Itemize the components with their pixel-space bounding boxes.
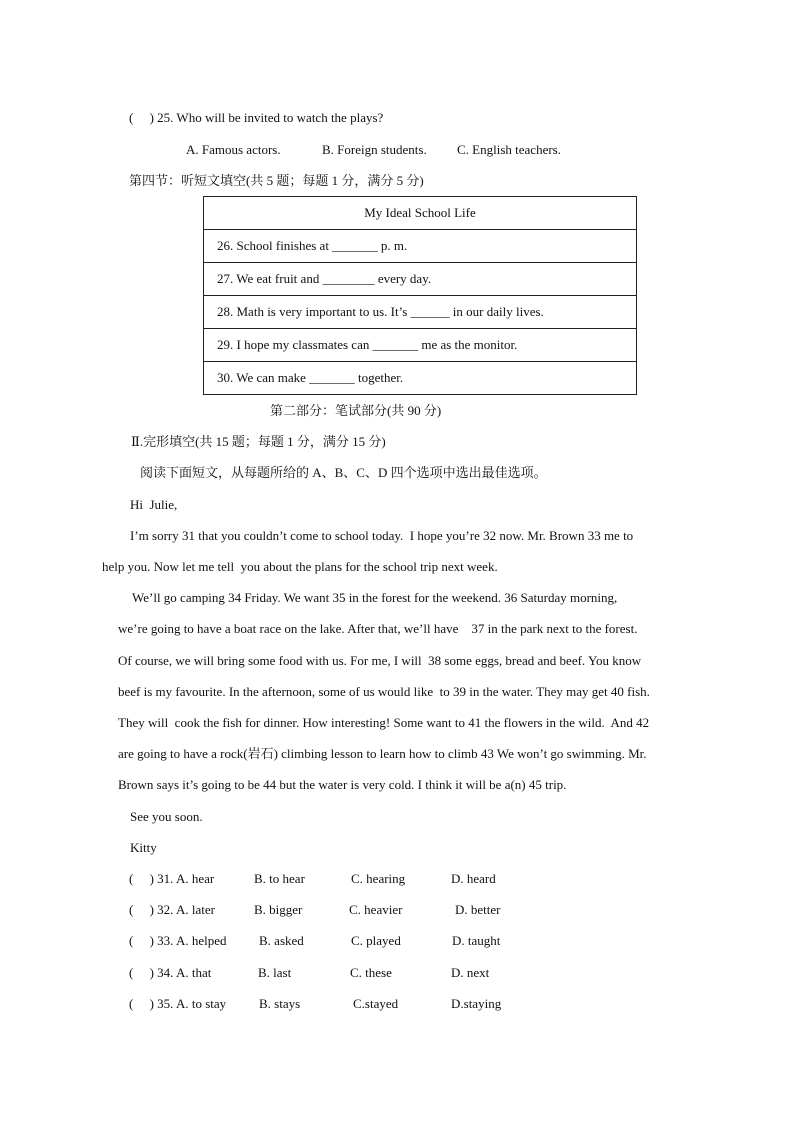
- question-34-option-b: B. last: [258, 965, 292, 980]
- letter-line: Brown says it’s going to be 44 but the water is very cold. I think it will be a(n) 45 trip.: [118, 777, 567, 792]
- instruction-text: 阅读下面短文，从每题所给的 A、B、C、D 四个选项中选出最佳选项。: [140, 465, 547, 480]
- question-31-stem: ( ) 31. A. hear: [129, 871, 215, 886]
- question-32-option-d: D. better: [455, 902, 501, 917]
- question-32-stem: ( ) 32. A. later: [129, 902, 215, 917]
- question-35-option-c: C.stayed: [353, 996, 399, 1011]
- question-31-option-b: B. to hear: [254, 871, 305, 886]
- question-35-option-b: B. stays: [259, 996, 301, 1011]
- letter-line: They will cook the fish for dinner. How interesting! Some want to 41 the flowers in the wild. And 42: [118, 715, 650, 730]
- question-33-option-c: C. played: [351, 933, 401, 948]
- table-cell-30: 30. We can make _______ together.: [204, 362, 637, 395]
- question-25-option-c: C. English teachers.: [457, 142, 561, 157]
- letter-line: we’re going to have a boat race on the lake. After that, we’ll have 37 in the park next to the forest.: [118, 621, 638, 636]
- table-row: [204, 296, 637, 329]
- question-34-option-c: C. these: [350, 965, 392, 980]
- table-row: [204, 362, 637, 395]
- section-4-heading: 第四节：听短文填空(共 5 题；每题 1 分，满分 5 分): [129, 173, 424, 188]
- table-row: [204, 263, 637, 296]
- part-2-heading: 第二部分：笔试部分(共 90 分): [270, 403, 442, 418]
- table-cell-29: 29. I hope my classmates can _______ me as the monitor.: [204, 329, 637, 362]
- question-34-stem: ( ) 34. A. that: [129, 965, 212, 980]
- letter-greeting: Hi Julie,: [130, 497, 178, 512]
- listening-fill-table: [203, 196, 637, 395]
- letter-line: help you. Now let me tell you about the plans for the school trip next week.: [102, 559, 498, 574]
- question-25-option-a: A. Famous actors.: [186, 142, 281, 157]
- question-33-option-d: D. taught: [452, 933, 501, 948]
- letter-line: I’m sorry 31 that you couldn’t come to school today. I hope you’re 32 now. Mr. Brown 33 me to: [130, 528, 634, 543]
- section-ii-heading: Ⅱ.完形填空(共 15 题；每题 1 分，满分 15 分): [131, 434, 386, 449]
- letter-closing: See you soon.: [130, 809, 203, 824]
- letter-signature: Kitty: [130, 840, 157, 855]
- question-33-stem: ( ) 33. A. helped: [129, 933, 227, 948]
- question-31-option-d: D. heard: [451, 871, 496, 886]
- question-32-option-b: B. bigger: [254, 902, 303, 917]
- letter-line: We’ll go camping 34 Friday. We want 35 in the forest for the weekend. 36 Saturday morning,: [132, 590, 618, 605]
- question-34-option-d: D. next: [451, 965, 490, 980]
- table-row: [204, 197, 637, 230]
- question-31-option-c: C. hearing: [351, 871, 406, 886]
- table-title: My Ideal School Life: [204, 197, 637, 230]
- letter-line: beef is my favourite. In the afternoon, some of us would like to 39 in the water. They may get 40 fish.: [118, 684, 650, 699]
- table-cell-27: 27. We eat fruit and ________ every day.: [204, 263, 637, 296]
- letter-line: Of course, we will bring some food with us. For me, I will 38 some eggs, bread and beef. You know: [118, 653, 642, 668]
- question-32-option-c: C. heavier: [349, 902, 403, 917]
- table-cell-28: 28. Math is very important to us. It’s ______ in our daily lives.: [204, 296, 637, 329]
- question-33-option-b: B. asked: [259, 933, 304, 948]
- letter-line: are going to have a rock(岩石) climbing lesson to learn how to climb 43 We won’t go swimming. Mr.: [118, 746, 647, 761]
- table-row: [204, 329, 637, 362]
- question-35-option-d: D.staying: [451, 996, 502, 1011]
- table-cell-26: 26. School finishes at _______ p. m.: [204, 230, 637, 263]
- table-row: [204, 230, 637, 263]
- question-25-option-b: B. Foreign students.: [322, 142, 427, 157]
- question-35-stem: ( ) 35. A. to stay: [129, 996, 227, 1011]
- question-25-stem: ( ) 25. Who will be invited to watch the plays?: [129, 110, 384, 125]
